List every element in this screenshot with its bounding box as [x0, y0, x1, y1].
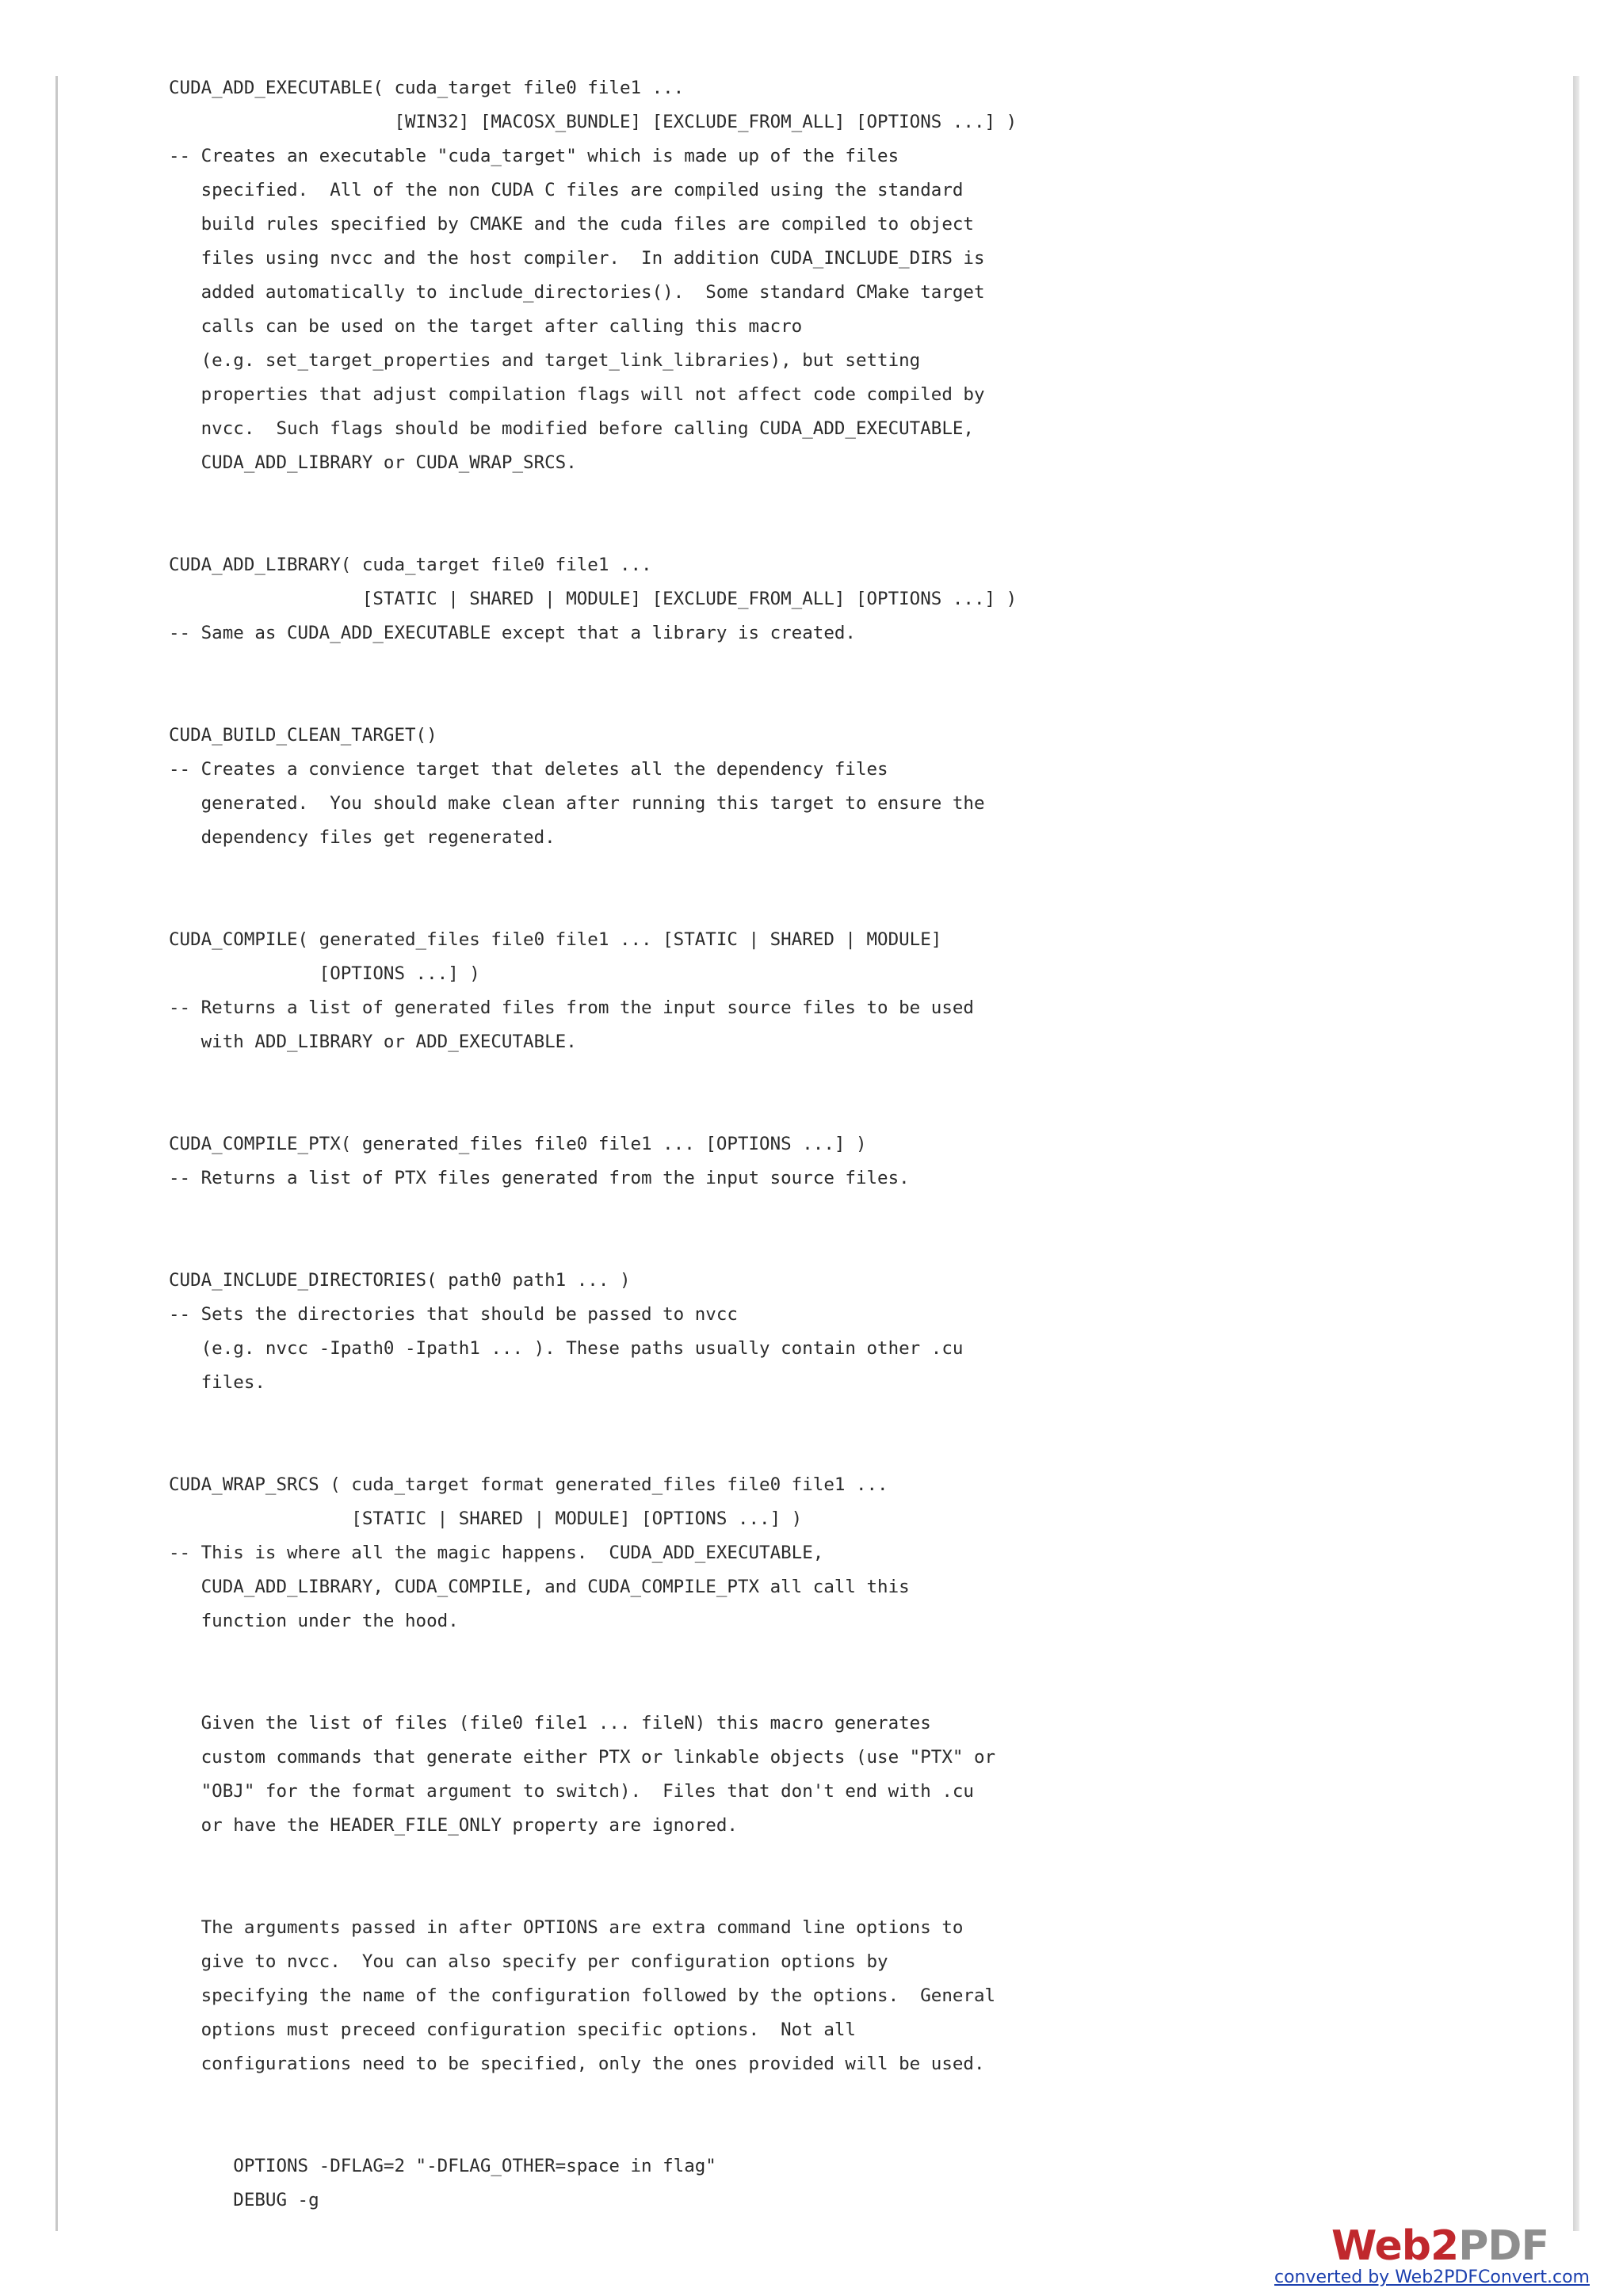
- code-line: -- This is where all the magic happens. CUDA_ADD_EXECUTABLE,: [169, 1543, 824, 1563]
- code-line: Given the list of files (file0 file1 ... fileN) this macro generates: [169, 1713, 931, 1733]
- code-line: dependency files get regenerated.: [169, 827, 556, 848]
- code-line: CUDA_COMPILE( generated_files file0 file1 ... [STATIC | SHARED | MODULE]: [169, 929, 942, 950]
- code-line: specified. All of the non CUDA C files are compiled using the standard: [169, 180, 964, 200]
- code-block: [169, 1707, 1548, 1843]
- code-line: added automatically to include_directories(). Some standard CMake target: [169, 282, 985, 303]
- code-line: with ADD_LIBRARY or ADD_EXECUTABLE.: [169, 1032, 577, 1052]
- code-line: DEBUG -g: [169, 2190, 319, 2210]
- code-line: [WIN32] [MACOSX_BUNDLE] [EXCLUDE_FROM_ALL] [OPTIONS ...] ): [169, 112, 1018, 132]
- code-line: -- Creates an executable "cuda_target" which is made up of the files: [169, 146, 899, 166]
- code-line: configurations need to be specified, only the ones provided will be used.: [169, 2054, 985, 2074]
- code-block: [169, 923, 1548, 1059]
- code-block: [169, 2149, 1548, 2218]
- logo-pdf-text: PDF: [1458, 2222, 1549, 2270]
- code-line: calls can be used on the target after calling this macro: [169, 316, 803, 337]
- code-line: generated. You should make clean after running this target to ensure the: [169, 793, 985, 814]
- code-line: "OBJ" for the format argument to switch). Files that don't end with .cu: [169, 1781, 974, 1802]
- code-line: -- Same as CUDA_ADD_EXECUTABLE except that a library is created.: [169, 623, 856, 643]
- code-line: OPTIONS -DFLAG=2 "-DFLAG_OTHER=space in flag": [169, 2156, 716, 2176]
- code-line: -- Sets the directories that should be passed to nvcc: [169, 1304, 738, 1325]
- code-block: [169, 71, 1548, 480]
- code-line: -- Returns a list of generated files from the input source files to be used: [169, 997, 974, 1018]
- code-line: (e.g. nvcc -Ipath0 -Ipath1 ... ). These paths usually contain other .cu: [169, 1338, 964, 1359]
- page-border-left: [55, 76, 58, 2231]
- code-line: specifying the name of the configuration followed by the options. General: [169, 1985, 996, 2006]
- code-block: [169, 1468, 1548, 1638]
- code-line: CUDA_BUILD_CLEAN_TARGET(): [169, 725, 437, 746]
- code-line: (e.g. set_target_properties and target_link_libraries), but setting: [169, 350, 921, 371]
- logo-wordmark: [1331, 2223, 1549, 2269]
- code-line: CUDA_ADD_LIBRARY, CUDA_COMPILE, and CUDA_COMPILE_PTX all call this: [169, 1577, 910, 1597]
- converted-by-link[interactable]: converted by Web2PDFConvert.com: [1274, 2267, 1590, 2287]
- code-line: nvcc. Such flags should be modified before calling CUDA_ADD_EXECUTABLE,: [169, 418, 974, 439]
- code-line: -- Returns a list of PTX files generated from the input source files.: [169, 1168, 910, 1188]
- code-block: [169, 548, 1548, 650]
- code-block: [169, 719, 1548, 855]
- code-line: properties that adjust compilation flags will not affect code compiled by: [169, 384, 985, 405]
- code-line: files.: [169, 1372, 265, 1393]
- code-line: CUDA_ADD_LIBRARY or CUDA_WRAP_SRCS.: [169, 452, 577, 473]
- web2pdf-logo: [1331, 2222, 1549, 2271]
- code-block: [169, 1127, 1548, 1196]
- code-line: [STATIC | SHARED | MODULE] [OPTIONS ...] ): [169, 1508, 803, 1529]
- code-line: The arguments passed in after OPTIONS are extra command line options to: [169, 1917, 964, 1938]
- page-border-right: [1573, 76, 1579, 2231]
- document-body: [169, 71, 1548, 2286]
- code-line: give to nvcc. You can also specify per configuration options by: [169, 1951, 888, 1972]
- code-line: CUDA_ADD_EXECUTABLE( cuda_target file0 file1 ...: [169, 78, 685, 98]
- code-line: [OPTIONS ...] ): [169, 963, 480, 984]
- code-block: [169, 1264, 1548, 1400]
- code-line: custom commands that generate either PTX or linkable objects (use "PTX" or: [169, 1747, 996, 1768]
- code-line: -- Creates a convience target that deletes all the dependency files: [169, 759, 888, 780]
- code-line: [STATIC | SHARED | MODULE] [EXCLUDE_FROM_ALL] [OPTIONS ...] ): [169, 589, 1018, 609]
- code-line: options must preceed configuration specific options. Not all: [169, 2019, 856, 2040]
- code-line: build rules specified by CMAKE and the cuda files are compiled to object: [169, 214, 974, 235]
- code-line: CUDA_INCLUDE_DIRECTORIES( path0 path1 ... ): [169, 1270, 631, 1291]
- code-line: files using nvcc and the host compiler. In addition CUDA_INCLUDE_DIRS is: [169, 248, 985, 269]
- code-line: or have the HEADER_FILE_ONLY property are ignored.: [169, 1815, 738, 1836]
- code-block: [169, 1911, 1548, 2081]
- code-line: function under the hood.: [169, 1611, 459, 1631]
- logo-web2-text: Web2: [1331, 2222, 1459, 2270]
- code-line: CUDA_ADD_LIBRARY( cuda_target file0 file1 ...: [169, 555, 652, 575]
- code-line: CUDA_COMPILE_PTX( generated_files file0 file1 ... [OPTIONS ...] ): [169, 1134, 867, 1154]
- code-line: CUDA_WRAP_SRCS ( cuda_target format generated_files file0 file1 ...: [169, 1474, 888, 1495]
